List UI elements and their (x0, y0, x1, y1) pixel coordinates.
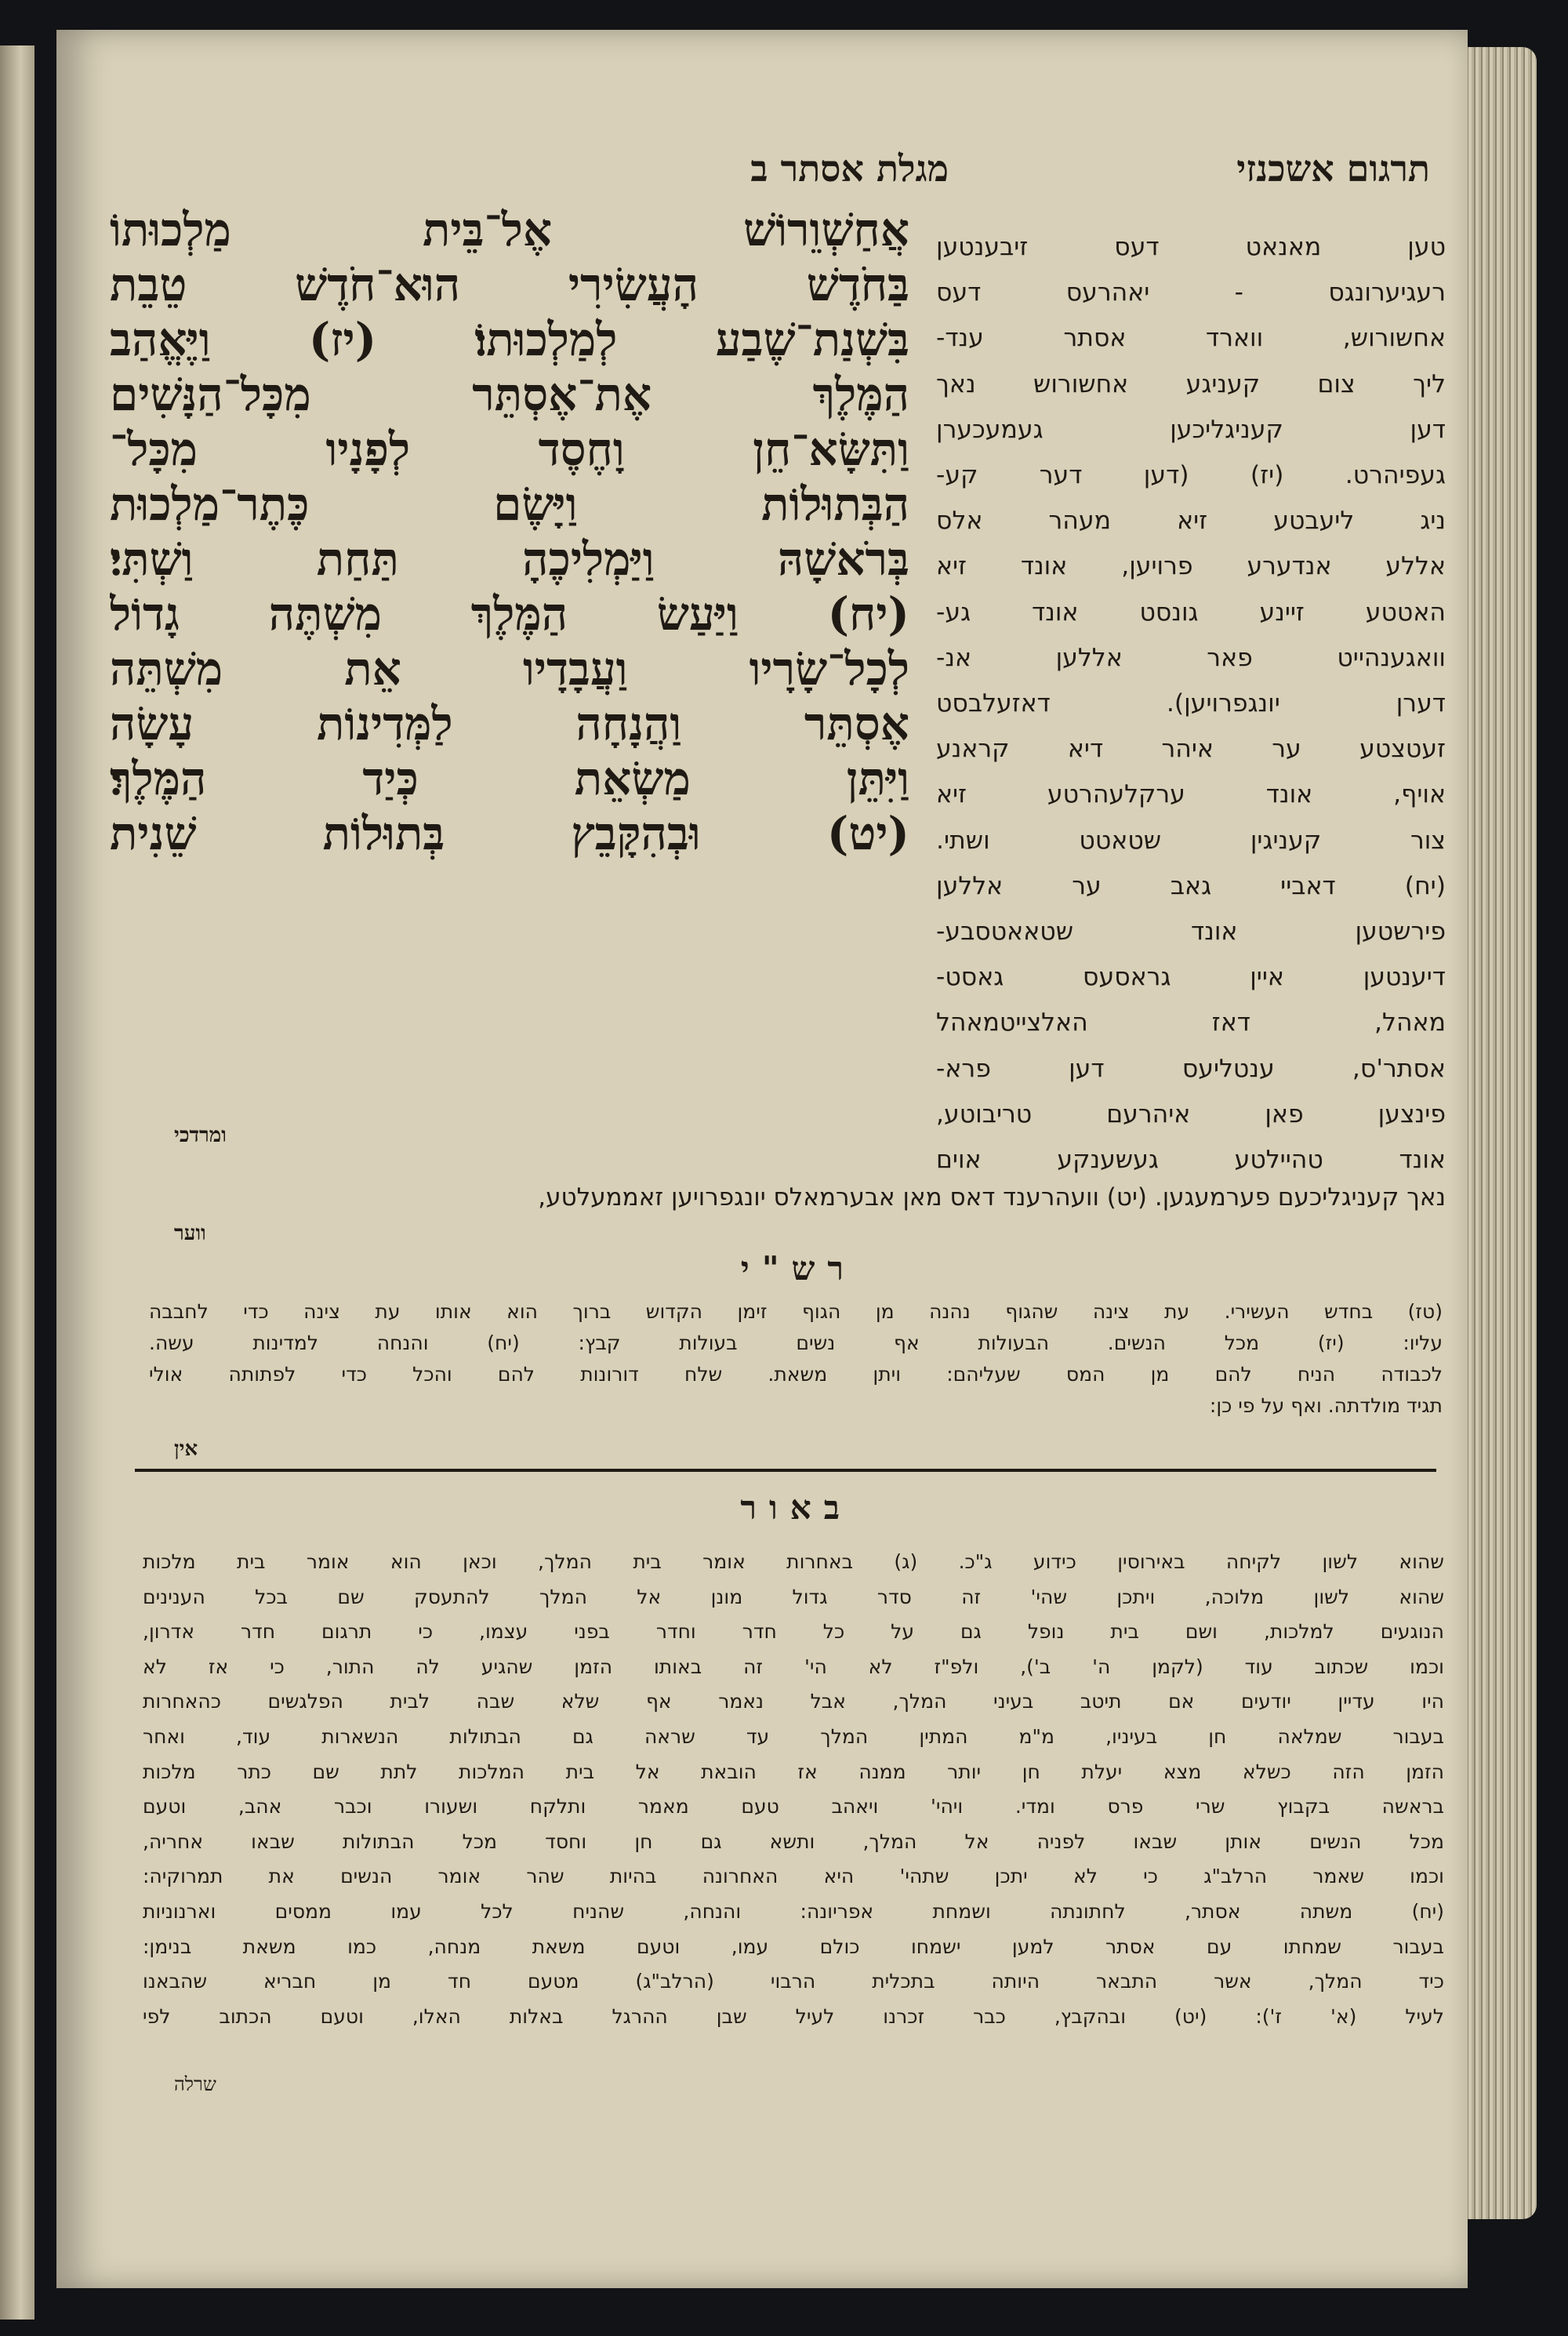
left-page-edge (0, 45, 34, 2320)
running-header-targum: תרגום אשכנזי (1236, 147, 1430, 190)
yiddish-line: אויף, אונד ערקלעהרטע זיא (936, 780, 1446, 809)
yiddish-line: דערן יונגפרויען). דאזעלבסט (936, 689, 1446, 718)
biur-line: שהוא לשון מלוכה, ויתכן שהי' זה סדר גדול מונן אל המלך להתעסק שם בכל הענינים (143, 1585, 1444, 1608)
biur-line: הנוגעים למלכות, ושם בית נופל גם על כל חדר וחדר בפני עצמו, כי תרגום חדר אדרון, (143, 1620, 1444, 1644)
hebrew-text-column (110, 202, 909, 861)
rashi-commentary (149, 1296, 1443, 1422)
catchword-yiddish: ווער (174, 1222, 206, 1245)
biur-line: כיד המלך, אשר התבאר היותה בתכלית הרבוי (הרלב"ג) מטעם חד מן חבריא שהבאנו (143, 1970, 1444, 1993)
yiddish-line: פינצען פאן איהרעם טריבוטע, (936, 1099, 1446, 1128)
rashi-line: (טז) בחדש העשירי. עת צינה שהגוף נהנה מן הגוף זימן הקדוש ברוך הוא אותו עת צינה כדי לחבבה (149, 1300, 1443, 1323)
yiddish-line: אונד טהיילטע געשענקע אוים (936, 1146, 1446, 1175)
hebrew-verse-line: אֶסְתֵּר וַהֲנָחָה לַמְּדִינוֹת עָשָׂה (110, 697, 909, 750)
hebrew-verse-line: לְכָל־שָׂרָיו וַעֲבָדָיו אֵת מִשְׁתֵּה (110, 642, 909, 696)
biur-line: וכמו שכתוב עוד (לקמן ה' ב'), ולפ"ז לא הי' זה באותו הזמן שהגיע לה התור, כי אז לא (143, 1655, 1444, 1678)
yiddish-continuation-line: נאך קעניגליכעם פערמעגען. (יט) וועהרענד דאס מאן אבערמאלס יונגפרויען זאממעלטע, (538, 1183, 1446, 1212)
yiddish-line: זעטצטע ער איהר דיא קראנע (936, 735, 1446, 764)
biur-line: שהוא לשון לקיחה באירוסין כידוע ג"כ. (ג) באחרות אומר בית המלך, וכאן הוא אומר בית מלכות (143, 1550, 1444, 1573)
yiddish-line: וואגענהייט פאר אללען אנ- (936, 643, 1446, 672)
rashi-line: לכבודה הניח להם מן המס שעליהם: ויתן משאת. שלח דורונות להם והכל כדי לפתותה אולי (149, 1363, 1443, 1386)
yiddish-line: (יח) דאביי גאב ער אללען (936, 871, 1446, 900)
catchword-biur: שרלה (174, 2073, 216, 2095)
yiddish-line: ניג ליעבטע זיא מעהר אלס (936, 507, 1446, 536)
hebrew-verse-line: בְּרֹאשָׁהּ וַיַּמְלִיכֶהָ תַּחַת וַשְׁתִּי׃ (110, 532, 909, 586)
page-content (56, 30, 1468, 2288)
rashi-heading: רש"י (740, 1249, 856, 1288)
hebrew-verse-line: הַבְּתוּלוֹת וַיָּשֶׂם כֶּתֶר־מַלְכוּת (110, 478, 909, 531)
biur-line: (יח) משתה אסתר, לחתונתה ושמחת אפריונה: והנחה, שהניח לכל עמו ממסים וארנוניות (143, 1899, 1444, 1923)
yiddish-translation-column (936, 224, 1446, 1183)
running-header-megillah: מגלת אסתר ב (750, 147, 949, 190)
biur-line: בעבור שמלאה חן בעיניו, מ"מ המתין המלך עד שראה גם הבתולות הנשארות עוד, ואחר (143, 1724, 1444, 1748)
rashi-line: תגיד מולדתה. ואף על פי כן: (1209, 1394, 1443, 1417)
yiddish-line: געפיהרט. (יז) (דען דער קע- (936, 461, 1446, 490)
catchword-rashi: אין (174, 1437, 198, 1461)
hebrew-verse-line: וַתִּשָּׂא־חֵן וָחֶסֶד לְפָנָיו מִכָּל־ (110, 423, 909, 476)
biur-commentary (143, 1545, 1444, 2034)
yiddish-line: צור קעניגין שטאטט ושתי. (936, 826, 1446, 855)
hebrew-verse-line: אֲחַשְׁוֵרוֹשׁ אֶל־בֵּית מַלְכוּתוֹ (110, 203, 909, 256)
biur-line: הזמן הזה כשלא מצא יעלת חן יותר ממנה אז הובאת אל בית המלכות לתת שם כתר מלכות (143, 1760, 1444, 1783)
biur-line: בעבור שמחתו עם אסתר למען ישמחו כולם עמו, וטעם משאת מנחה, כמו משאת בנימן: (143, 1935, 1444, 1958)
biur-line: בראשה בקבוץ שרי פרס ומדי. ויהי' ויאהב טעם מאמר ותלקח ושעורו וכבר אהב, וטעם (143, 1795, 1444, 1818)
yiddish-line: רעגיערונגס - יאהרעס דעס (936, 278, 1446, 307)
yiddish-line: פירשטען אונד שטאאטסבע- (936, 917, 1446, 946)
hebrew-verse-line: (יח) וַיַּעַשׂ הַמֶּלֶךְ מִשְׁתֶּה גָדוֹל (110, 587, 909, 641)
biur-line: מכל הנשים אותן שבאו לפניה אל המלך, ותשא גם חן וחסד מכל הבתולות שבאו אחריה, (143, 1829, 1444, 1853)
biur-heading: באור (740, 1488, 852, 1527)
yiddish-line: מאהל, דאז האלצייטמאהל (936, 1008, 1446, 1037)
rashi-line: עליו: (יז) מכל הנשים. הבעולות אף נשים בעולות קבץ: (יח) והנחה למדינות עשה. (149, 1331, 1443, 1354)
hebrew-verse-line: וַיִּתֵּן מַשְׂאֵת כְּיַד הַמֶּלֶךְ׃ (110, 752, 909, 805)
section-divider-rule (135, 1469, 1436, 1472)
yiddish-line: אללע אנדערע פרויען, אונד זיא (936, 552, 1446, 581)
book-page (56, 30, 1468, 2288)
biur-line: לעיל (א' ז'): (יט) ובהקבץ, כבר זכרנו לעיל שבן ההרגל באלות האלו, וטעם הכתוב לפי (143, 2004, 1444, 2028)
hebrew-verse-line: הַמֶּלֶךְ אֶת־אֶסְתֵּר מִכָּל־הַנָּשִׁים (110, 368, 909, 421)
hebrew-verse-line: (יט) וּבְהִקָּבֵץ בְּתוּלוֹת שֵׁנִית (110, 807, 909, 860)
yiddish-line: ליך צום קעניגע אחשורוש נאך (936, 369, 1446, 398)
yiddish-line: דען קעניגליכען געמעכערן (936, 415, 1446, 444)
yiddish-line: האטטע זיינע גונסט אונד גע- (936, 598, 1446, 627)
yiddish-line: אחשורוש, ווארד אסתר ענד- (936, 324, 1446, 353)
biur-line: וכמו שאמר הרלב"ג כי לא יתכן שתהי' היא האחרונה בהיות שהר אומר הנשים את תמרוקיה: (143, 1865, 1444, 1888)
yiddish-line: אסתר'ס, ענטליעס דען פרא- (936, 1054, 1446, 1083)
hebrew-verse-line: בִּשְׁנַת־שֶׁבַע לְמַלְכוּתוֹ׃ (יז) וַיֶּאֱהַב (110, 313, 909, 366)
yiddish-line: דיענטען איין גראסעס גאסט- (936, 963, 1446, 992)
catchword-hebrew: ומרדכי (174, 1124, 227, 1147)
yiddish-line: טען מאנאט דעס זיבענטען (936, 233, 1446, 261)
biur-line: היו עדיין יודעים אם תיטב בעיני המלך, אבל נאמר אף שלא שבה לבית הפלגשים כהאחרות (143, 1690, 1444, 1713)
hebrew-verse-line: בַּחֹדֶשׁ הָעֲשִׂירִי הוּא־חֹדֶשׁ טֵבֵת (110, 258, 909, 311)
